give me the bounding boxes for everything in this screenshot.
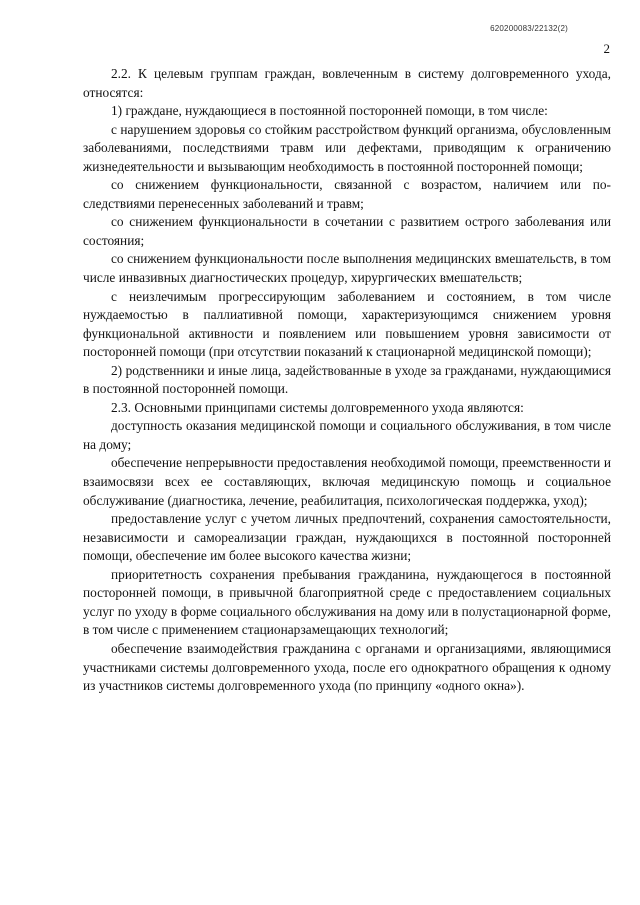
paragraph-continuity: обеспечение непрерывности предоставления необходимой помощи, преемственности и взаимосвязи всех ее составляющих, включая медицинскую помощь и социальное обслуживание (диагностика, лечение, реабилитация, психологическая поддержка, уход); — [83, 455, 611, 508]
paragraph-age-functionality: со снижением функциональности, связанной с возрастом, наличием или последствиями перенесенных заболеваний и травм; — [83, 177, 611, 211]
paragraph-acute-illness: со снижением функциональности в сочетании с развитием острого заболевания или состояния; — [83, 214, 611, 248]
page-number: 2 — [603, 41, 610, 56]
document-code: 620200083/22132(2) — [490, 24, 568, 33]
paragraph-health-impairment: с нарушением здоровья со стойким расстройством функций организма, обусловленным заболеваниями, последствиями травм или дефектами, приводящим к ограничению жизнедеятельности и вызывающим необходимость в постоянной посторонней помощи; — [83, 121, 611, 174]
paragraph-familiar-environment: приоритетность сохранения пребывания гражданина, нуждающегося в постоянной посторонней помощи, в привычной благоприятной среде с предоставлением социальных услуг по уходу в форме социального обслуживания на дому или в полустационарной форме, в том числе с применением стационарзамещающих технологий; — [83, 566, 611, 638]
paragraph-item-2-relatives: 2) родственники и иные лица, задействованные в уходе за гражданами, нуждающимися в постоянной посторонней помощи. — [83, 362, 611, 397]
paragraph-2-3-principles: 2.3. Основными принципами системы долговременного ухода являются: — [111, 399, 524, 415]
paragraph-incurable-disease: с неизлечимым прогрессирующим заболеванием и состоянием, в том числе нуждаемостью в паллиативной помощи, характеризующимся снижением уровня функциональной активности и появлением или повышением уровня зависимости от посторонней помощи (при отсутствии показаний к стационарной медицинской помощи); — [83, 288, 611, 360]
paragraph-one-window: обеспечение взаимодействия гражданина с органами и организациями, являющимися участниками системы долговременного ухода, после его однократного обращения к одному из участников системы долговременного ухода (по принципу «одного окна»). — [83, 640, 611, 694]
paragraph-after-interventions: со снижением функциональности после выполнения медицинских вмешательств, в том числе инвазивных диагностических процедур, хирургических вмешательств; — [83, 251, 611, 286]
paragraph-item-1: 1) граждане, нуждающиеся в постоянной посторонней помощи, в том числе: — [111, 103, 548, 119]
paragraph-2-2-intro: 2.2. К целевым группам граждан, вовлеченным в систему долговременного ухода, относятся: — [83, 66, 611, 100]
paragraph-accessibility: доступность оказания медицинской помощи и социального обслуживания, в том числе на дому; — [83, 418, 611, 452]
paragraph-personal-preferences: предоставление услуг с учетом личных предпочтений, сохранения самостоятельности, независимости и самореализации граждан, нуждающихся в постоянной посторонней помощи, обеспечение им более высокого качества жизни; — [83, 511, 611, 564]
document-body — [83, 65, 611, 696]
